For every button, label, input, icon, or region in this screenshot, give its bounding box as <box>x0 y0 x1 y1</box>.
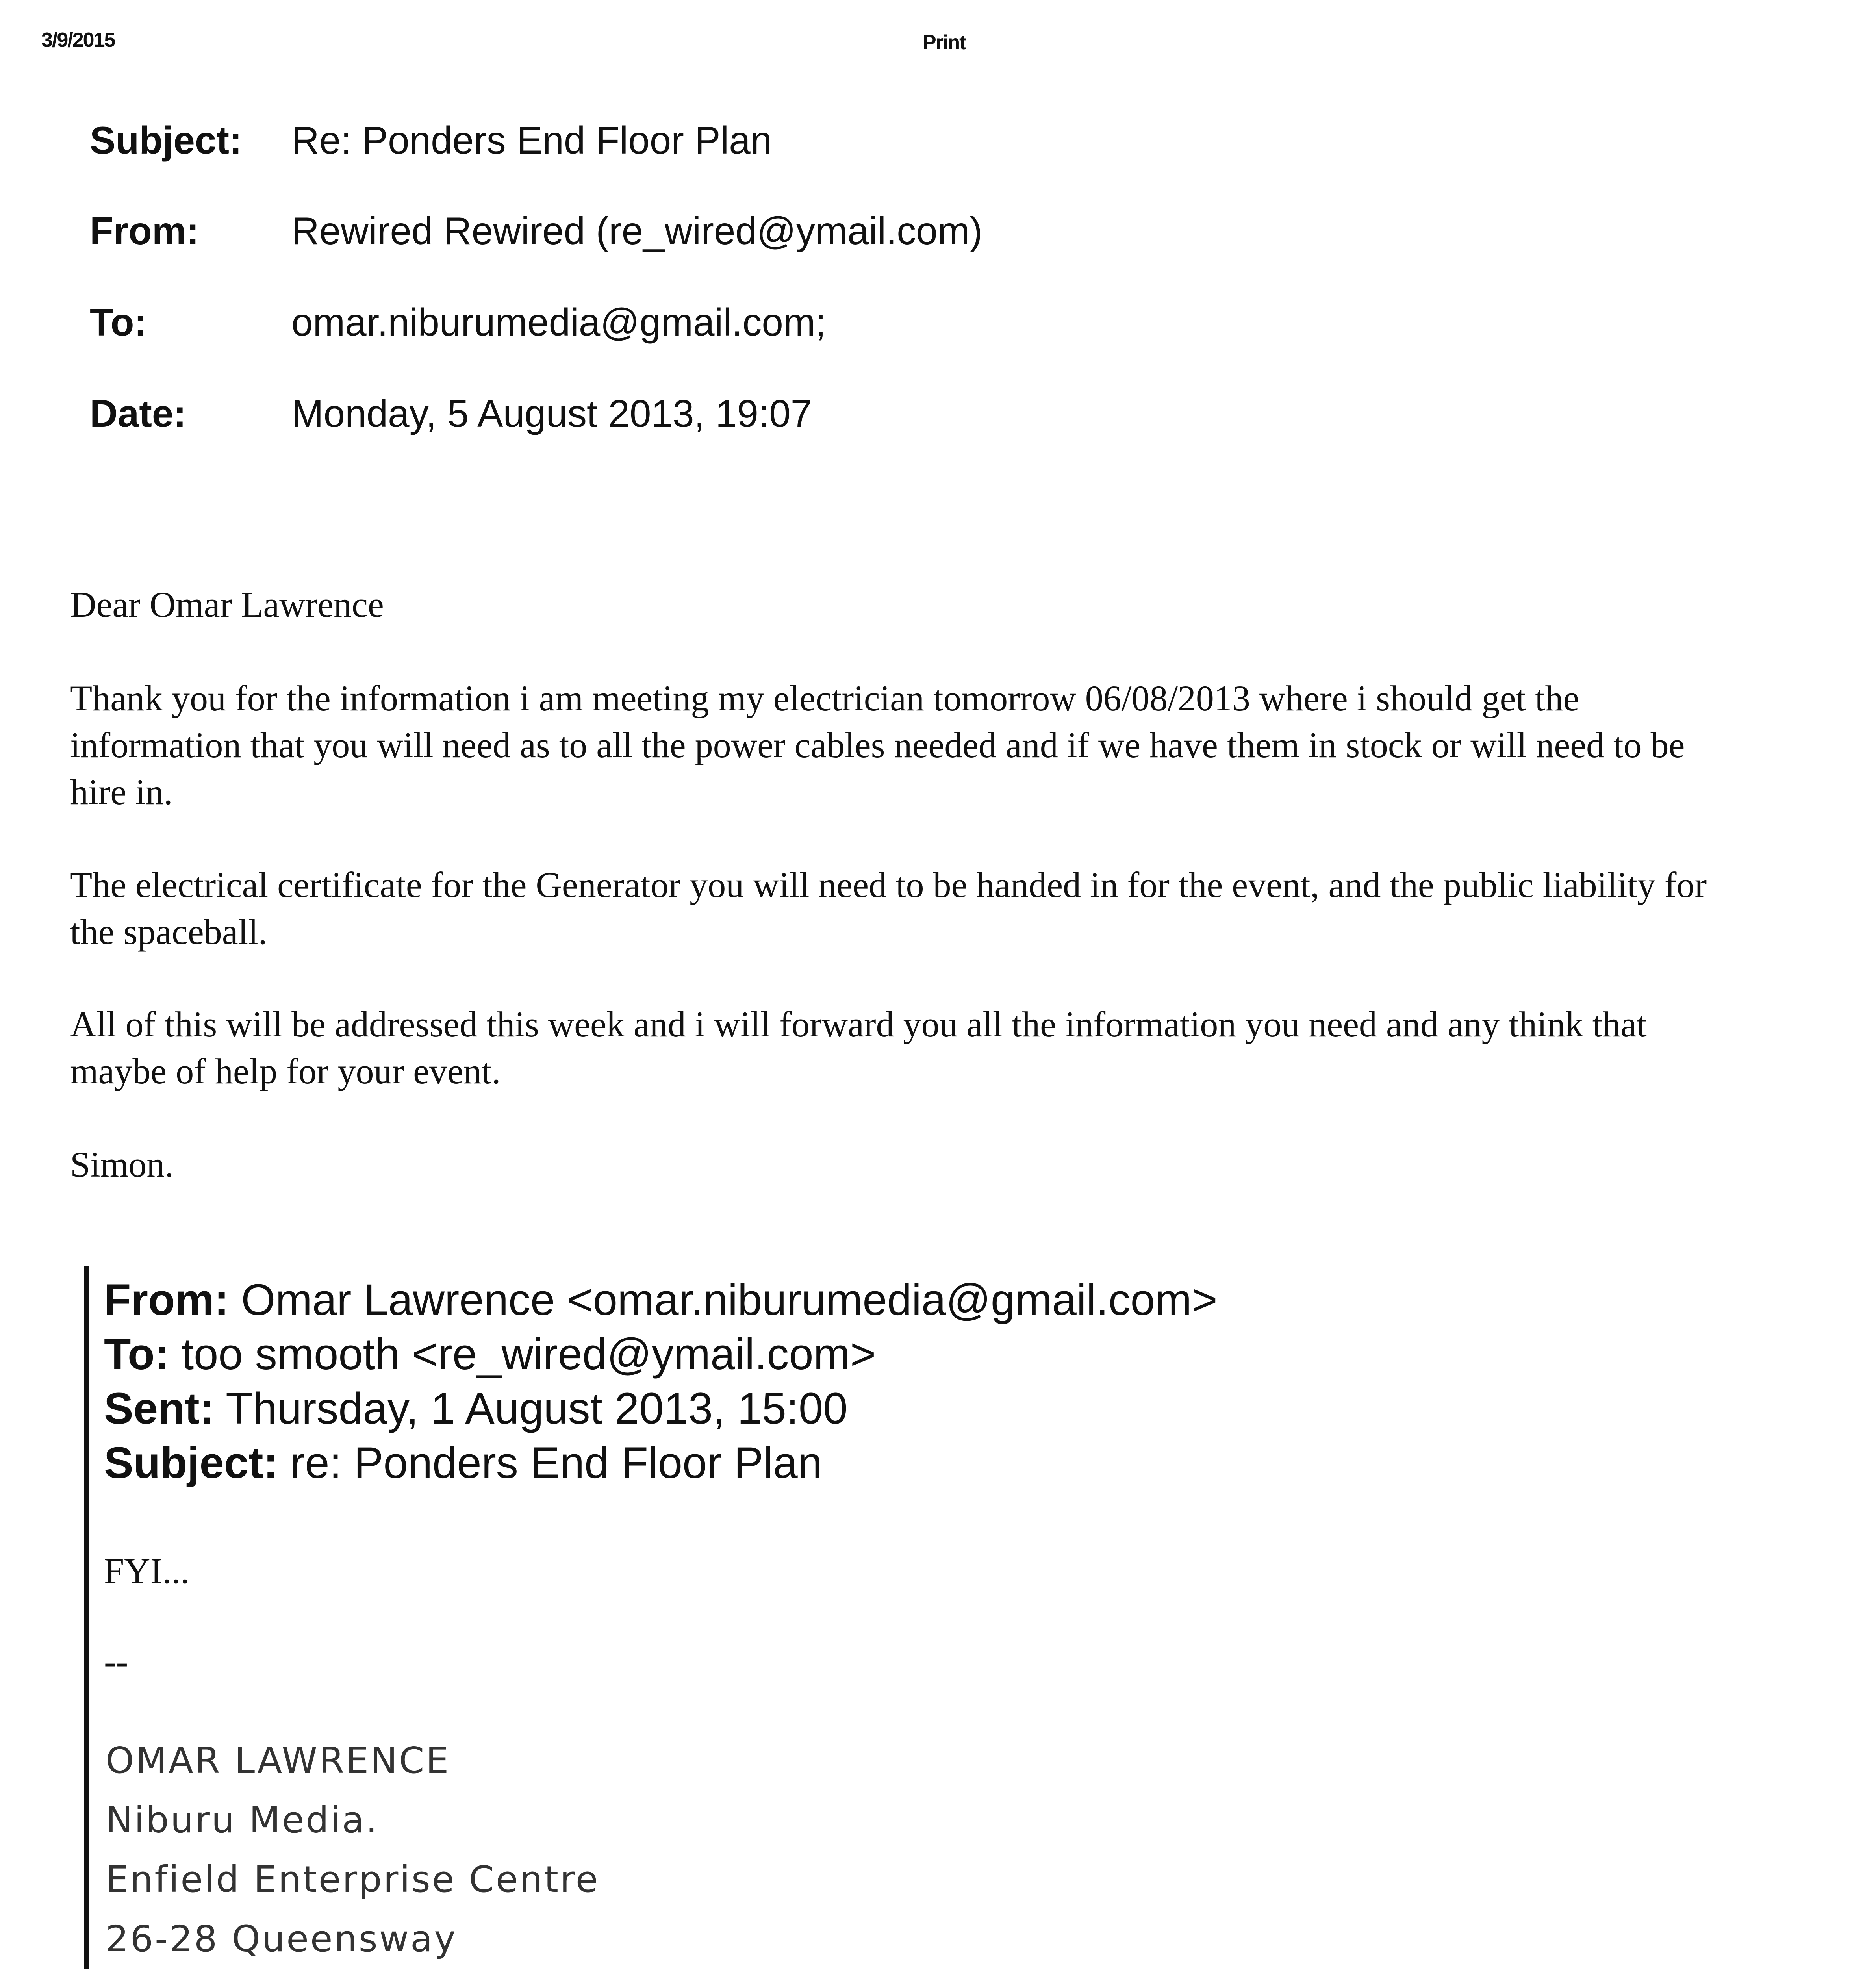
quoted-to <box>104 1327 876 1381</box>
signature-line: Enfield Enterprise Centre <box>106 1858 600 1900</box>
from-label: From: <box>90 209 199 252</box>
signature-line: 26-28 Queensway <box>106 1918 457 1960</box>
quoted-sent-value: Thursday, 1 August 2013, 15:00 <box>226 1384 848 1433</box>
print-title: Print <box>923 31 966 54</box>
quote-bar <box>84 1266 89 1969</box>
quoted-from-value: Omar Lawrence <omar.niburumedia@gmail.com> <box>241 1275 1218 1324</box>
quoted-sent-label: Sent: <box>104 1384 214 1433</box>
quoted-sent <box>104 1381 848 1436</box>
signature-line: OMAR LAWRENCE <box>106 1739 450 1782</box>
subject-label: Subject: <box>90 119 242 162</box>
date-label: Date: <box>90 392 187 435</box>
to-label: To: <box>90 300 147 344</box>
quoted-to-value: too smooth <re_wired@ymail.com> <box>181 1329 876 1379</box>
date-value: Monday, 5 August 2013, 19:07 <box>291 392 812 435</box>
quoted-to-label: To: <box>104 1329 169 1379</box>
signature <box>106 1731 599 1969</box>
body-paragraph: All of this will be addressed this week and i will forward you all the information you need and any think that maybe of help for your event. <box>70 1004 1647 1091</box>
signoff: Simon. <box>70 1144 174 1185</box>
quoted-subject <box>104 1436 822 1490</box>
quoted-message-text: FYI... <box>104 1551 190 1591</box>
print-date: 3/9/2015 <box>41 29 115 52</box>
greeting: Dear Omar Lawrence <box>70 584 384 625</box>
to-value: omar.niburumedia@gmail.com; <box>291 300 826 344</box>
quoted-from <box>104 1273 1218 1327</box>
subject-value: Re: Ponders End Floor Plan <box>291 119 772 162</box>
quoted-subject-value: re: Ponders End Floor Plan <box>290 1438 822 1487</box>
signature-line: Niburu Media. <box>106 1799 379 1841</box>
quoted-from-label: From: <box>104 1275 229 1324</box>
body-paragraph: Thank you for the information i am meeting my electrician tomorrow 06/08/2013 where i should get the information that you will need as to all the power cables needed and if we have them in stock or will need to be hire in. <box>70 678 1685 812</box>
signature-separator: -- <box>104 1641 128 1682</box>
body-paragraph: The electrical certificate for the Generator you will need to be handed in for the event, and the public liability for the spaceball. <box>70 865 1707 952</box>
from-value: Rewired Rewired (re_wired@ymail.com) <box>291 209 983 252</box>
quoted-subject-label: Subject: <box>104 1438 278 1487</box>
